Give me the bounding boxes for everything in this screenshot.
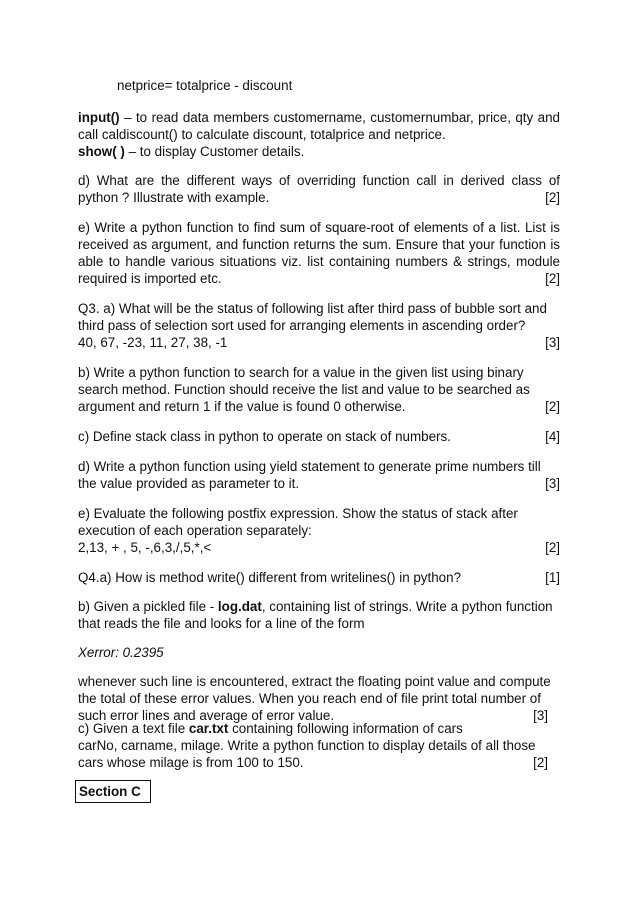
- q4b-line-3: whenever such line is encountered, extract the floating point value and compute: [78, 674, 551, 689]
- q3d-text: the value provided as parameter to it.: [78, 476, 300, 491]
- q4b-line-1: [78, 598, 560, 615]
- q4a-marks: [1]: [545, 570, 560, 585]
- q4b-text-a: b) Given a pickled file -: [78, 599, 218, 614]
- q3c-text: c) Define stack class in python to operate on stack of numbers.: [78, 429, 451, 444]
- q3e-line-3: [78, 539, 560, 556]
- q3a-marks: [3]: [545, 335, 560, 350]
- section-c-heading: Section C: [75, 780, 151, 803]
- q4b-line-2: that reads the file and looks for a line of the form: [78, 616, 365, 631]
- q3e-line-1: e) Evaluate the following postfix expression. Show the status of stack after: [78, 506, 518, 521]
- input-method-name: input(): [78, 110, 120, 125]
- q3c-line: [78, 428, 560, 445]
- q2e-line-1: e) Write a python function to find sum of square-root of elements of a list. List is: [78, 220, 560, 235]
- show-method-name: show( ): [78, 144, 125, 159]
- q3b-marks: [2]: [545, 399, 560, 414]
- q4c-line-2: carNo, carname, milage. Write a python function to display details of all those: [78, 738, 536, 753]
- q3d-line-2: [78, 475, 560, 492]
- q4b-example: Xerror: 0.2395: [78, 645, 164, 660]
- input-method-line-2: call caldiscount() to calculate discount, totalprice and netprice.: [78, 127, 446, 142]
- q4b-text: such error lines and average of error value.: [78, 708, 335, 723]
- q3b-text: argument and return 1 if the value is found 0 otherwise.: [78, 399, 406, 414]
- q4c-filename: car.txt: [188, 721, 229, 736]
- q4b-line-4: the total of these error values. When you reach end of file print total number of: [78, 691, 541, 706]
- q3b-line-1: b) Write a python function to search for a value in the given list using binary: [78, 365, 524, 380]
- q4a-line: [78, 569, 560, 586]
- q4c-text-c: containing following information of cars: [228, 721, 463, 736]
- q2e-marks: [2]: [545, 271, 560, 286]
- q4c-marks: [2]: [533, 755, 548, 770]
- q4a-text: Q4.a) How is method write() different from writelines() in python?: [78, 570, 462, 585]
- q3b-line-2: search method. Function should receive the list and value to be searched as: [78, 382, 530, 397]
- q3a-list: 40, 67, -23, 11, 27, 38, -1: [78, 335, 228, 350]
- q4c-line-3: [78, 754, 560, 771]
- q2d-line-2: [78, 189, 560, 206]
- q3a-line-2: third pass of selection sort used for arranging elements in ascending order?: [78, 318, 526, 333]
- q3e-expression: 2,13, + , 5, -,6,3,/,5,*,<: [78, 540, 212, 555]
- q3a-line-1: Q3. a) What will be the status of following list after third pass of bubble sort and: [78, 301, 547, 316]
- q4b-filename: log.dat: [217, 599, 262, 614]
- q3b-line-3: [78, 398, 560, 415]
- q4c-text: cars whose milage is from 100 to 150.: [78, 755, 304, 770]
- q2d-marks: [2]: [545, 190, 560, 205]
- q4b-marks: [3]: [533, 708, 548, 723]
- input-method-line-1: [78, 109, 560, 126]
- netprice-formula: netprice= totalprice - discount: [117, 78, 293, 93]
- q3d-line-1: d) Write a python function using yield statement to generate prime numbers till: [78, 459, 541, 474]
- show-method-desc: – to display Customer details.: [124, 144, 305, 159]
- q3a-line-3: [78, 334, 560, 351]
- q2d-text: python ? Illustrate with example.: [78, 190, 270, 205]
- q3e-line-2: execution of each operation separately:: [78, 523, 312, 538]
- q4c-text-a: c) Given a text file: [78, 721, 189, 736]
- q3e-marks: [2]: [545, 540, 560, 555]
- q3c-marks: [4]: [545, 429, 560, 444]
- q3d-marks: [3]: [545, 476, 560, 491]
- show-method-line: [78, 143, 560, 160]
- q4b-text-c: , containing list of strings. Write a python function: [261, 599, 553, 614]
- input-method-desc: – to read data members customername, customernumbar, price, qty and: [119, 110, 560, 125]
- q2d-line-1: d) What are the different ways of overriding function call in derived class of: [78, 173, 560, 188]
- q2e-text: required is imported etc.: [78, 271, 222, 286]
- q2e-line-3: able to handle various situations viz. list containing numbers & strings, module: [78, 254, 560, 269]
- q4c-line-1: [78, 720, 560, 737]
- q2e-line-4: [78, 270, 560, 287]
- q2e-line-2: received as argument, and function returns the sum. Ensure that your function is: [78, 237, 560, 252]
